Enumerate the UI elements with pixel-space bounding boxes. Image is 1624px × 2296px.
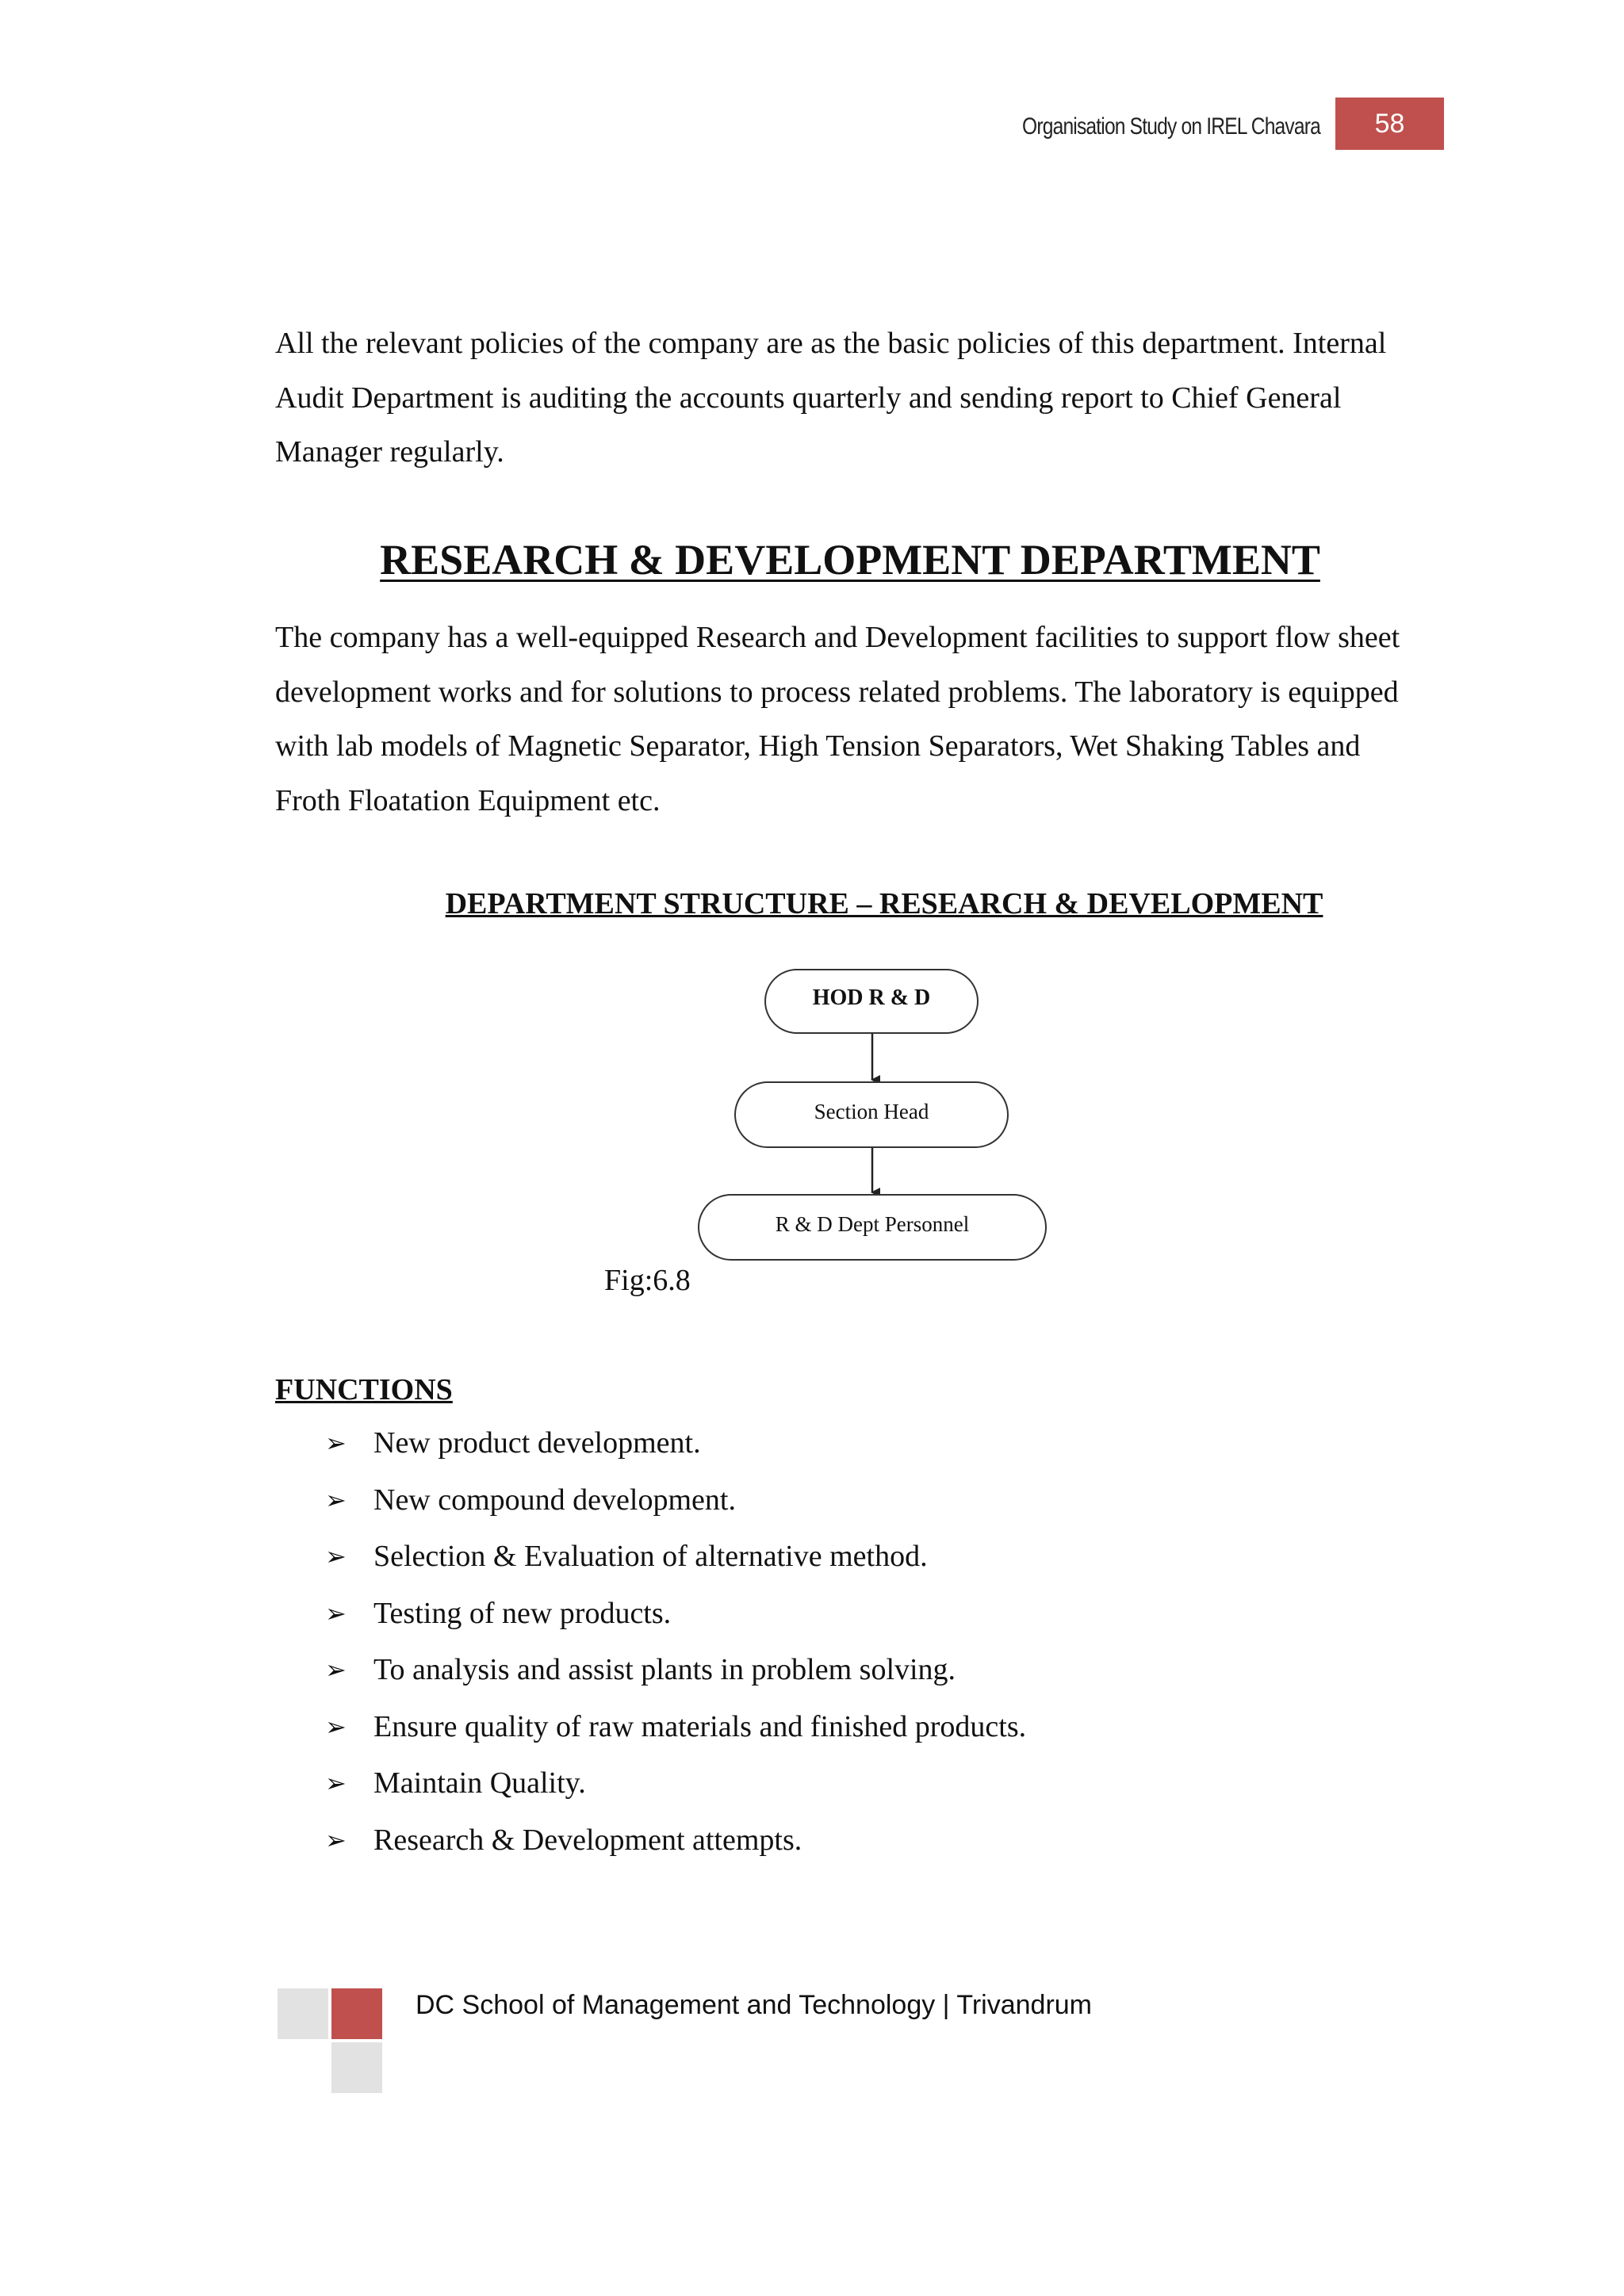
arrowhead-bullet-icon: ➢: [325, 1428, 347, 1458]
list-item-text: New compound development.: [373, 1483, 736, 1517]
flow-node-section-head: Section Head: [734, 1081, 1009, 1148]
list-item: [325, 1533, 1026, 1590]
list-item-text: Research & Development attempts.: [373, 1823, 802, 1857]
list-item: [325, 1703, 1026, 1760]
list-item-text: Maintain Quality.: [373, 1766, 586, 1800]
section-heading: RESEARCH & DEVELOPMENT DEPARTMENT: [380, 536, 1320, 584]
list-item: [325, 1816, 1026, 1873]
intro-paragraph: All the relevant policies of the company are as the basic policies of this department. Internal Audit Department is auditing the accounts quarterly and sending report to Chief General Manager regularly.: [275, 327, 1387, 469]
footer-decor-square: [331, 2042, 382, 2093]
list-item: [325, 1590, 1026, 1647]
arrowhead-bullet-icon: ➢: [325, 1655, 347, 1685]
arrowhead-bullet-icon: ➢: [325, 1711, 347, 1742]
list-item: [325, 1476, 1026, 1533]
footer-decor-square-accent: [331, 1988, 382, 2039]
functions-list: [325, 1419, 1026, 1873]
figure-caption: Fig:6.8: [604, 1264, 691, 1297]
list-item-text: To analysis and assist plants in problem solving.: [373, 1653, 956, 1686]
structure-heading: DEPARTMENT STRUCTURE – RESEARCH & DEVELOPMENT: [445, 887, 1323, 920]
arrowhead-bullet-icon: ➢: [325, 1598, 347, 1628]
footer-decor-square: [278, 1988, 328, 2039]
page-number-badge: 58: [1335, 98, 1444, 150]
list-item: [325, 1759, 1026, 1816]
arrowhead-bullet-icon: ➢: [325, 1484, 347, 1515]
list-item: [325, 1419, 1026, 1476]
list-item: [325, 1646, 1026, 1703]
list-item-text: Selection & Evaluation of alternative method.: [373, 1540, 928, 1573]
flow-node-personnel: R & D Dept Personnel: [698, 1194, 1047, 1261]
arrowhead-bullet-icon: ➢: [325, 1768, 347, 1798]
list-item-text: Ensure quality of raw materials and finished products.: [373, 1709, 1027, 1743]
section-paragraph: The company has a well-equipped Research and Development facilities to support flow sheet development works and for solutions to process related problems. The laboratory is equipped with lab models of Magnetic Separator, High Tension Separators, Wet Shaking Tables and Froth Floatation Equipment etc.: [275, 621, 1400, 817]
flow-node-hod: HOD R & D: [764, 969, 979, 1034]
list-item-text: Testing of new products.: [373, 1596, 672, 1630]
functions-heading: FUNCTIONS: [275, 1373, 453, 1406]
arrowhead-bullet-icon: ➢: [325, 1824, 347, 1855]
footer-text: DC School of Management and Technology | Trivandrum: [416, 1990, 1093, 2020]
arrowhead-bullet-icon: ➢: [325, 1541, 347, 1571]
running-header-title: Organisation Study on IREL Chavara: [1022, 113, 1320, 140]
list-item-text: New product development.: [373, 1426, 701, 1460]
